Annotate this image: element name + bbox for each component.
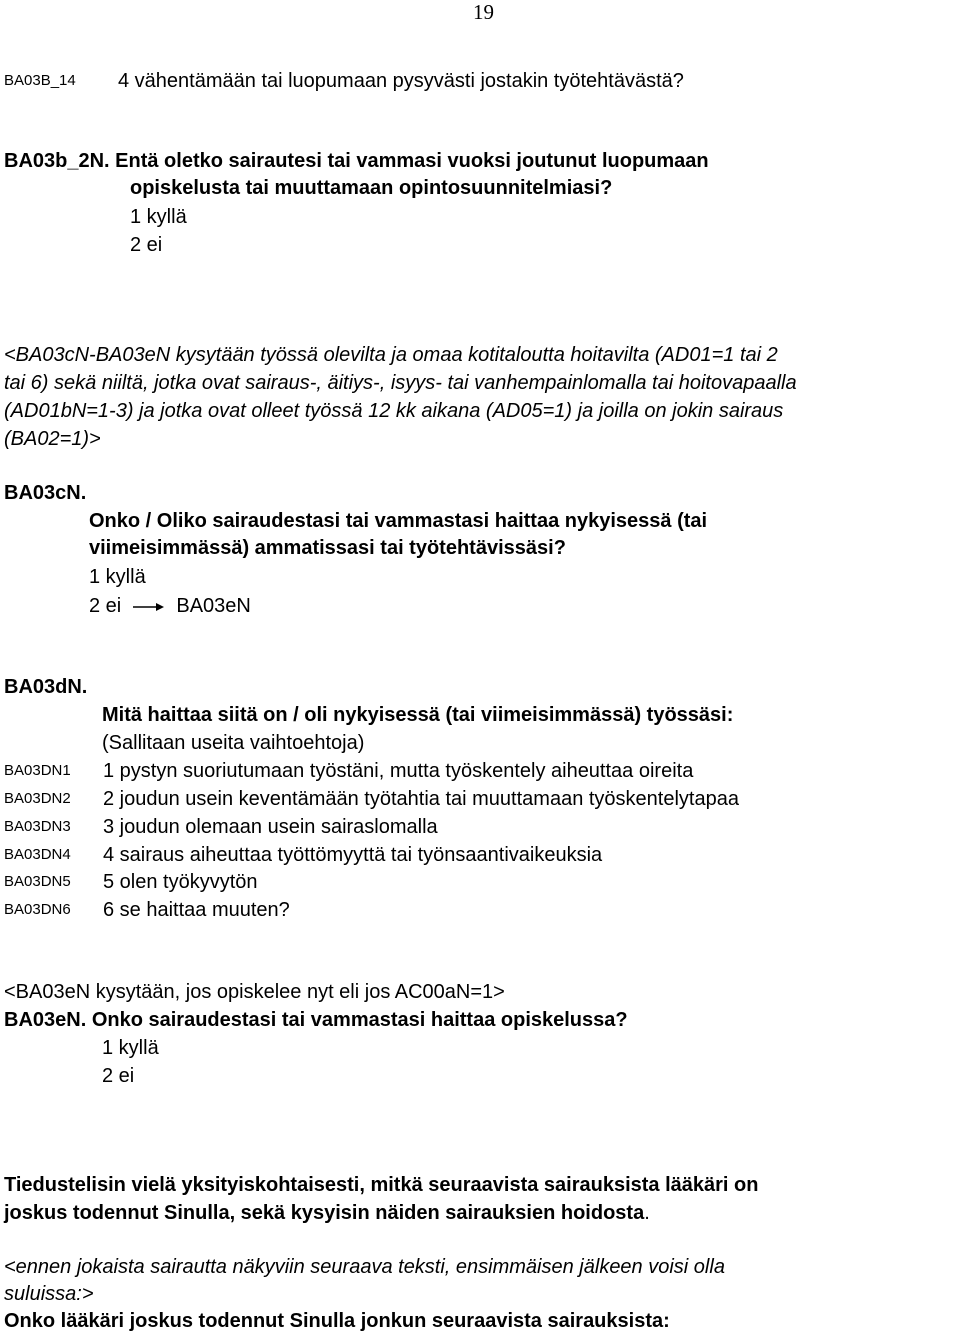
answer-option-no-skip <box>89 596 251 616</box>
intro-line2-text: joskus todennut Sinulla, sekä kysyisin näiden sairauksien hoidosta <box>4 1202 645 1224</box>
question-ba03en: BA03eN. Onko sairaudestasi tai vammastasi haittaa opiskelussa? <box>4 1009 628 1031</box>
answer-option-no: 2 ei <box>102 1065 135 1087</box>
option-text: 3 joudun olemaan usein sairaslomalla <box>103 816 438 838</box>
option-text: 1 pystyn suoriutumaan työstäni, mutta työskentely aiheuttaa oireita <box>103 760 694 782</box>
option-text: 4 sairaus aiheuttaa työttömyyttä tai työnsaantivaikeuksia <box>103 844 603 866</box>
option-code: BA03DN4 <box>4 846 71 863</box>
filter-instruction-line: tai 6) sekä niiltä, jotka ovat sairaus-, äitiys-, isyys- tai vanhempainlomalla tai hoitovapaalla <box>4 372 797 394</box>
arrow-right-icon <box>131 601 165 613</box>
option-text: 5 olen työkyvytön <box>103 871 258 893</box>
intro-line1: Tiedustelisin vielä yksityiskohtaisesti, mitkä seuraavista sairauksista lääkäri on <box>4 1174 759 1196</box>
page-number: 19 <box>473 0 494 24</box>
option-text: 2 joudun usein keventämään työtahtia tai muuttamaan työskentelytapaa <box>103 788 739 810</box>
question-ba03dn-text: Mitä haittaa siitä on / oli nykyisessä (tai viimeisimmässä) työssäsi: <box>102 704 734 726</box>
option-code: BA03DN6 <box>4 901 71 918</box>
filter-instruction-line: <BA03cN-BA03eN kysytään työssä olevilta ja omaa kotitaloutta hoitavilta (AD01=1 tai 2 <box>4 344 778 366</box>
answer-option-yes: 1 kyllä <box>89 566 146 588</box>
filter-instruction-2-line1: <ennen jokaista sairautta näkyviin seuraava teksti, ensimmäisen jälkeen voisi olla <box>4 1256 725 1278</box>
option-code: BA03DN1 <box>4 762 71 779</box>
option-text: 6 se haittaa muuten? <box>103 899 290 921</box>
question-code-ba03dn: BA03dN. <box>4 676 88 698</box>
question-code-ba03b-14: BA03B_14 <box>4 72 76 89</box>
question-ba03cn-line2: viimeisimmässä) ammatissasi tai työtehtävissäsi? <box>89 537 566 559</box>
filter-instruction-line: (BA02=1)> <box>4 428 101 450</box>
answer-option-no-label: 2 ei <box>89 595 122 617</box>
skip-target: BA03eN <box>176 595 251 617</box>
intro-line2-period: . <box>644 1202 650 1224</box>
question-ba03cn-line1: Onko / Oliko sairaudestasi tai vammastasi haittaa nykyisessä (tai <box>89 510 708 532</box>
answer-option-yes: 1 kyllä <box>102 1037 159 1059</box>
final-question: Onko lääkäri joskus todennut Sinulla jonkun seuraavista sairauksista: <box>4 1310 670 1332</box>
answer-option-no: 2 ei <box>130 234 163 256</box>
question-ba03b-2n-line1: BA03b_2N. Entä oletko sairautesi tai vammasi vuoksi joutunut luopumaan <box>4 150 709 172</box>
option-code: BA03DN2 <box>4 790 71 807</box>
option-code: BA03DN5 <box>4 873 71 890</box>
filter-instruction-2-line2: suluissa:> <box>4 1283 94 1305</box>
question-ba03b-14-text: 4 vähentämään tai luopumaan pysyvästi jostakin työtehtävästä? <box>118 70 684 92</box>
filter-instruction-line: (AD01bN=1-3) ja jotka ovat olleet työssä 12 kk aikana (AD05=1) ja joilla on jokin sairaus <box>4 400 784 422</box>
question-code-ba03cn: BA03cN. <box>4 482 87 504</box>
answer-option-yes: 1 kyllä <box>130 206 187 228</box>
intro-line2 <box>4 1203 650 1223</box>
question-ba03dn-note: (Sallitaan useita vaihtoehtoja) <box>102 732 365 754</box>
option-code: BA03DN3 <box>4 818 71 835</box>
question-ba03b-2n-line2: opiskelusta tai muuttamaan opintosuunnitelmiasi? <box>130 177 613 199</box>
filter-instruction-ba03en: <BA03eN kysytään, jos opiskelee nyt eli jos AC00aN=1> <box>4 981 505 1003</box>
